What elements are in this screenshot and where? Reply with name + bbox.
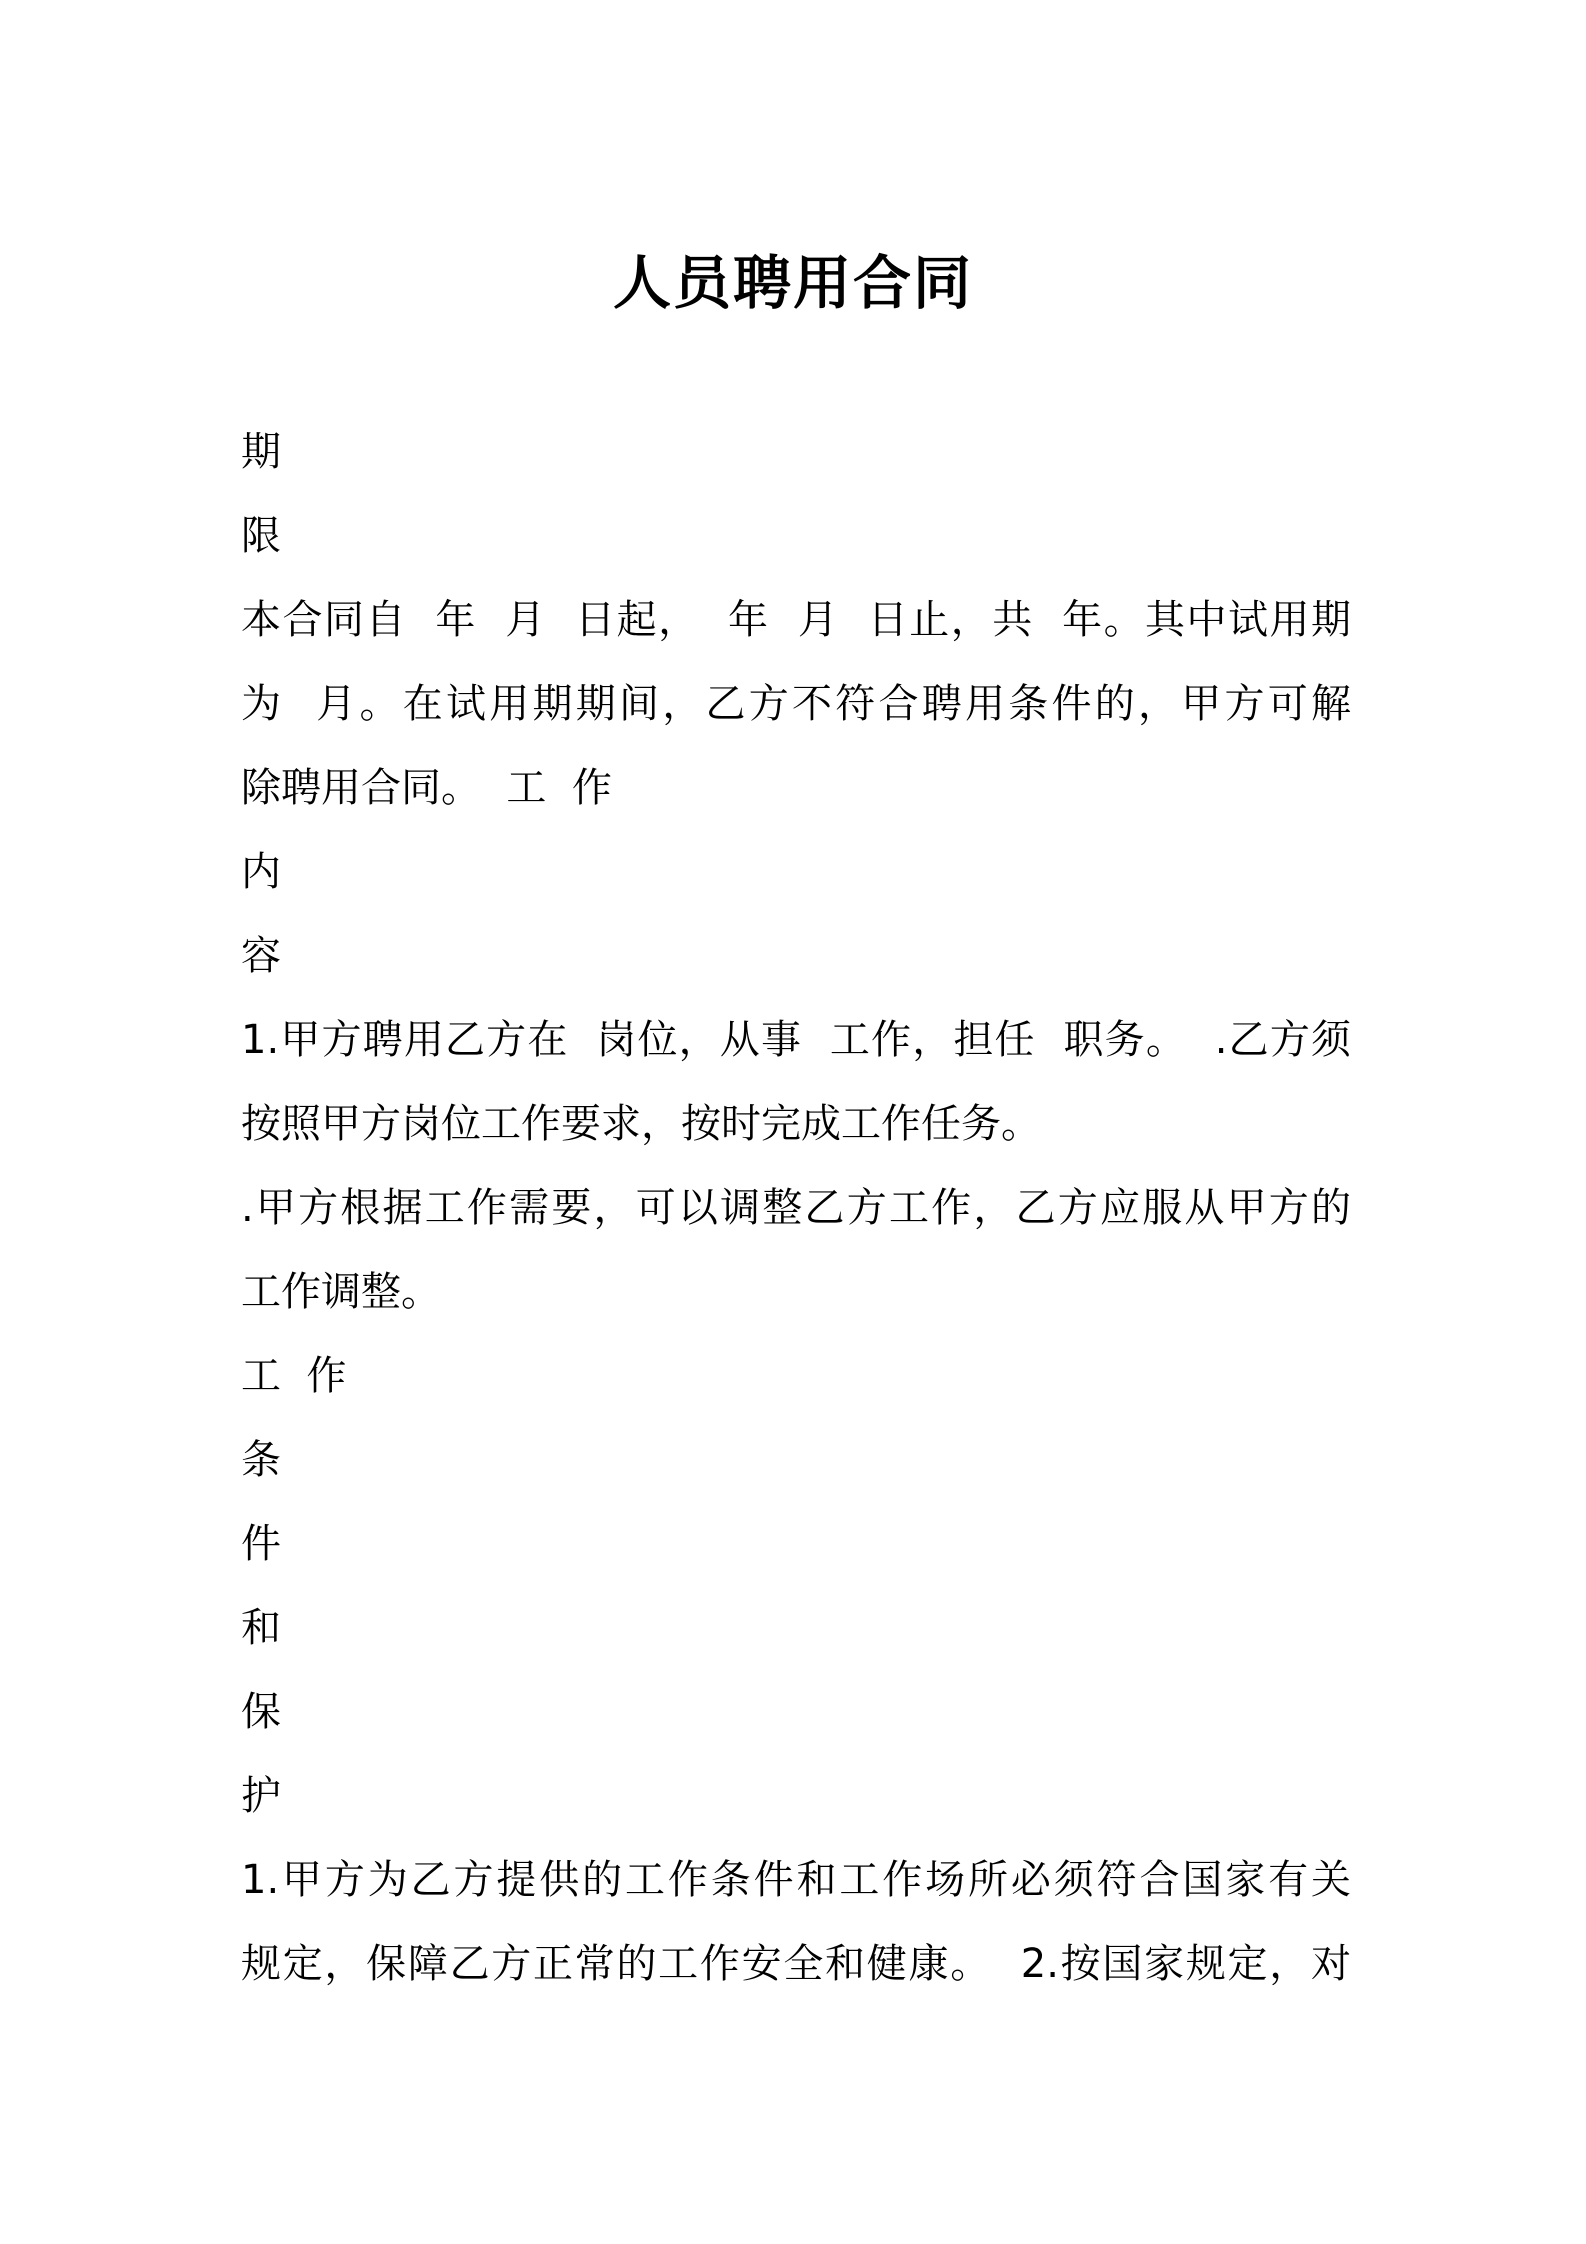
text-line: 件	[241, 1521, 281, 1567]
text-line: 内	[241, 849, 281, 895]
text-line: 1.甲方聘用乙方在 岗位，从事 工作，担任 职务。 .乙方须	[241, 1017, 1351, 1063]
text-line: 护	[241, 1773, 281, 1819]
text-line: 条	[241, 1437, 281, 1483]
text-line: 容	[241, 933, 281, 979]
text-line: 期	[241, 429, 281, 475]
text-line: 工作调整。	[241, 1269, 441, 1315]
text-line: 限	[241, 513, 281, 559]
text-line: 保	[241, 1689, 281, 1735]
document-body	[241, 410, 1351, 2006]
text-line: 1.甲方为乙方提供的工作条件和工作场所必须符合国家有关	[241, 1857, 1351, 1903]
document-title: 人员聘用合同	[612, 249, 973, 317]
text-line: 规定，保障乙方正常的工作安全和健康。 2.按国家规定，对	[241, 1941, 1351, 1987]
text-line: 除聘用合同。 工 作	[241, 765, 612, 811]
text-line: 为 月。在试用期期间，乙方不符合聘用条件的，甲方可解	[241, 681, 1351, 727]
text-line: 按照甲方岗位工作要求，按时完成工作任务。	[241, 1101, 1041, 1147]
text-line: 和	[241, 1605, 281, 1651]
text-line: 本合同自 年 月 日起， 年 月 日止，共 年。其中试用期	[241, 597, 1351, 643]
text-line: .甲方根据工作需要，可以调整乙方工作，乙方应服从甲方的	[241, 1185, 1351, 1231]
text-line: 工 作	[241, 1353, 347, 1399]
